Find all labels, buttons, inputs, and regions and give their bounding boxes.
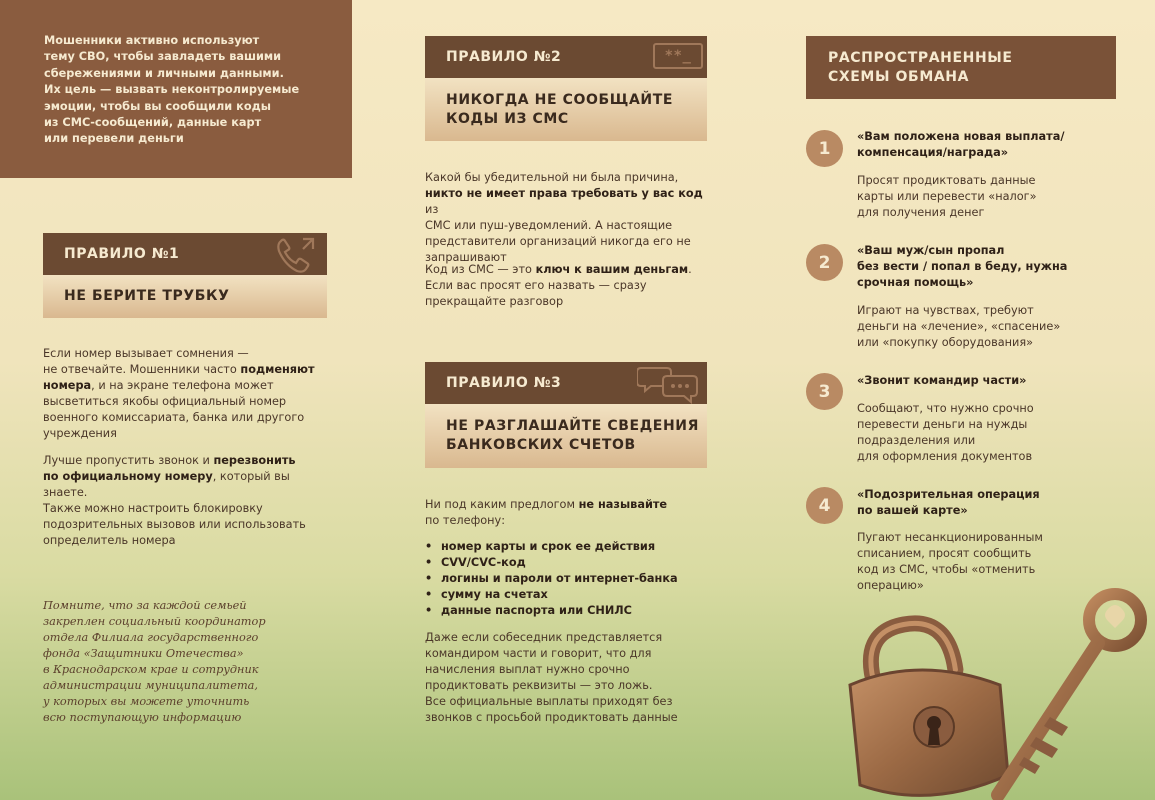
rule2-number: ПРАВИЛО №2 — [446, 49, 562, 65]
rule1-number: ПРАВИЛО №1 — [64, 246, 180, 262]
scheme-desc-4: Пугают несанкционированным списанием, просят сообщить код из СМС, чтобы «отменить операцию» — [857, 531, 1043, 592]
phone-icon — [275, 235, 321, 275]
rule3-header — [425, 362, 707, 404]
schemes-header: РАСПРОСТРАНЕННЫЕ СХЕМЫ ОБМАНА — [806, 36, 1116, 99]
scheme-desc-2: Играют на чувствах, требуют деньги на «лечение», «спасение» или «покупку оборудования» — [857, 304, 1061, 349]
scheme-desc-1: Просят продиктовать данные карты или перевести «налог» для получения денег — [857, 174, 1037, 219]
rule1-title: НЕ БЕРИТЕ ТРУБКУ — [43, 275, 327, 318]
scheme-title-1: «Вам положена новая выплата/ компенсация/награда» — [857, 130, 1065, 159]
scheme-title-4: «Подозрительная операция по вашей карте» — [857, 488, 1040, 517]
rule2-header — [425, 36, 707, 78]
password-code-icon: **_ — [653, 43, 703, 69]
scheme-desc-3: Сообщают, что нужно срочно перевести деньги на нужды подразделения или для оформления документов — [857, 402, 1034, 463]
scheme-title-3: «Звонит командир части» — [857, 374, 1027, 387]
rule3-bullet-list — [425, 539, 715, 619]
coordinator-note: Помните, что за каждой семьей закреплен социальный координатор отдела Филиала государственного фонда «Защитники Отечества» в Краснодарском крае и сотрудник администрации муниципалитета, у которых вы можете уточнить всю поступающую информацию — [43, 599, 266, 724]
rule2-title: НИКОГДА НЕ СООБЩАЙТЕ КОДЫ ИЗ СМС — [425, 78, 707, 141]
scheme-number-4: 4 — [806, 487, 843, 524]
list-item: • CVV/CVC-код — [425, 555, 715, 571]
list-item: • данные паспорта или СНИЛС — [425, 603, 715, 619]
scheme-number-2: 2 — [806, 244, 843, 281]
scheme-number-1: 1 — [806, 130, 843, 167]
rule3-title: НЕ РАЗГЛАШАЙТЕ СВЕДЕНИЯ БАНКОВСКИХ СЧЕТОВ — [425, 404, 707, 468]
rule3-number: ПРАВИЛО №3 — [446, 375, 562, 391]
padlock-and-key-icon — [830, 585, 1155, 800]
chat-bubbles-icon — [637, 364, 701, 404]
rule1-paragraph-2: Лучше пропустить звонок и перезвонить по официальному номеру, который вы знаете. Также можно настроить блокировку подозрительных вызовов или использовать определитель номера — [43, 454, 306, 547]
scheme-number-3: 3 — [806, 373, 843, 410]
rule2-paragraph-2: Код из СМС — это ключ к вашим деньгам. Если вас просят его назвать — сразу прекращайте разговор — [425, 263, 692, 308]
intro-text: Мошенники активно используют тему СВО, чтобы завладеть вашими сбережениями и личными данными. Их цель — вызвать неконтролируемые эмоции, чтобы вы сообщили коды из СМС-сообщений, данные карт или перевели деньги — [44, 34, 300, 146]
rule1-header — [43, 233, 327, 275]
list-item: • сумму на счетах — [425, 587, 715, 603]
rule3-outro: Даже если собеседник представляется командиром части и говорит, что для начисления выплат нужно срочно продиктовать реквизиты — это ложь. Все официальные выплаты приходят без звонков с просьбой продиктовать данные — [425, 631, 678, 724]
intro-box — [0, 0, 352, 178]
list-item: • логины и пароли от интернет-банка — [425, 571, 715, 587]
rule3-intro: Ни под каким предлогом не называйте по телефону: — [425, 498, 668, 527]
scheme-title-2: «Ваш муж/сын пропал без вести / попал в беду, нужна срочная помощь» — [857, 244, 1068, 289]
rule1-paragraph-1: Если номер вызывает сомнения — не отвечайте. Мошенники часто подменяют номера, и на экране телефона может высветиться якобы официальный номер военного комиссариата, банка или другого учреждения — [43, 347, 315, 440]
rule2-paragraph-1: Какой бы убедительной ни была причина, никто не имеет права требовать у вас код из СМС или пуш-уведомлений. А настоящие представители организаций никогда его не запрашивают — [425, 171, 703, 264]
list-item: • номер карты и срок ее действия — [425, 539, 715, 555]
